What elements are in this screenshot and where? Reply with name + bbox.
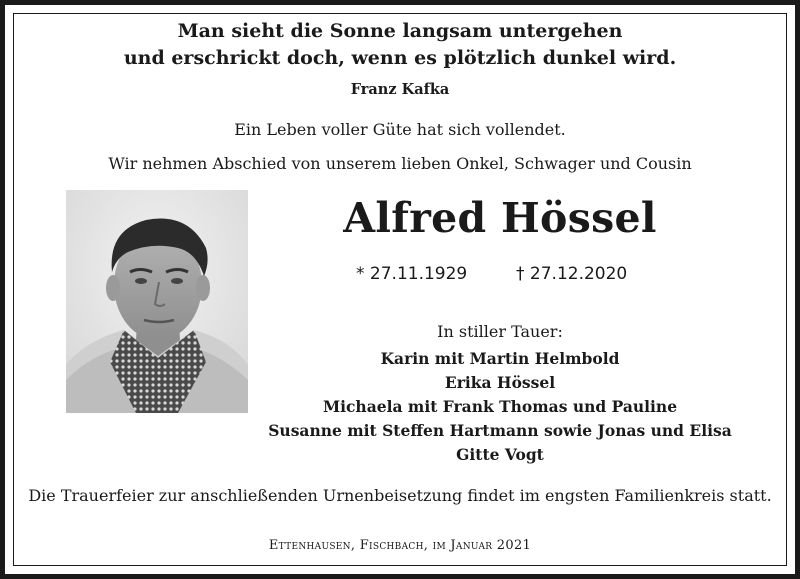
death-date: † 27.12.2020 bbox=[516, 264, 628, 284]
mourner-name: Erika Hössel bbox=[444, 373, 556, 392]
place-and-date: Ettenhausen, Fischbach, im Januar 2021 bbox=[268, 538, 532, 553]
portrait-photo bbox=[66, 190, 248, 413]
mourners-list bbox=[250, 347, 750, 467]
mourner-name: Susanne mit Steffen Hartmann sowie Jonas und Elisa bbox=[268, 421, 732, 440]
birth-date: * 27.11.1929 bbox=[356, 264, 468, 284]
deceased-name: Alfred Hössel bbox=[343, 194, 657, 242]
quote-line-1: Man sieht die Sonne langsam untergehen bbox=[177, 20, 623, 42]
mourning-heading: In stiller Tauer: bbox=[437, 322, 563, 341]
mourner-name: Michaela mit Frank Thomas und Pauline bbox=[322, 397, 678, 416]
quote-author: Franz Kafka bbox=[350, 81, 450, 98]
quote-line-2: und erschrickt doch, wenn es plötzlich dunkel wird. bbox=[123, 47, 677, 69]
ceremony-notice: Die Trauerfeier zur anschließenden Urnenbeisetzung findet im engsten Familienkreis statt. bbox=[28, 486, 772, 505]
intro-line-1: Ein Leben voller Güte hat sich vollendet. bbox=[234, 120, 566, 139]
intro-line-2: Wir nehmen Abschied von unserem lieben Onkel, Schwager und Cousin bbox=[108, 154, 692, 173]
mourner-name: Gitte Vogt bbox=[456, 445, 544, 464]
mourner-name: Karin mit Martin Helmbold bbox=[380, 349, 620, 368]
